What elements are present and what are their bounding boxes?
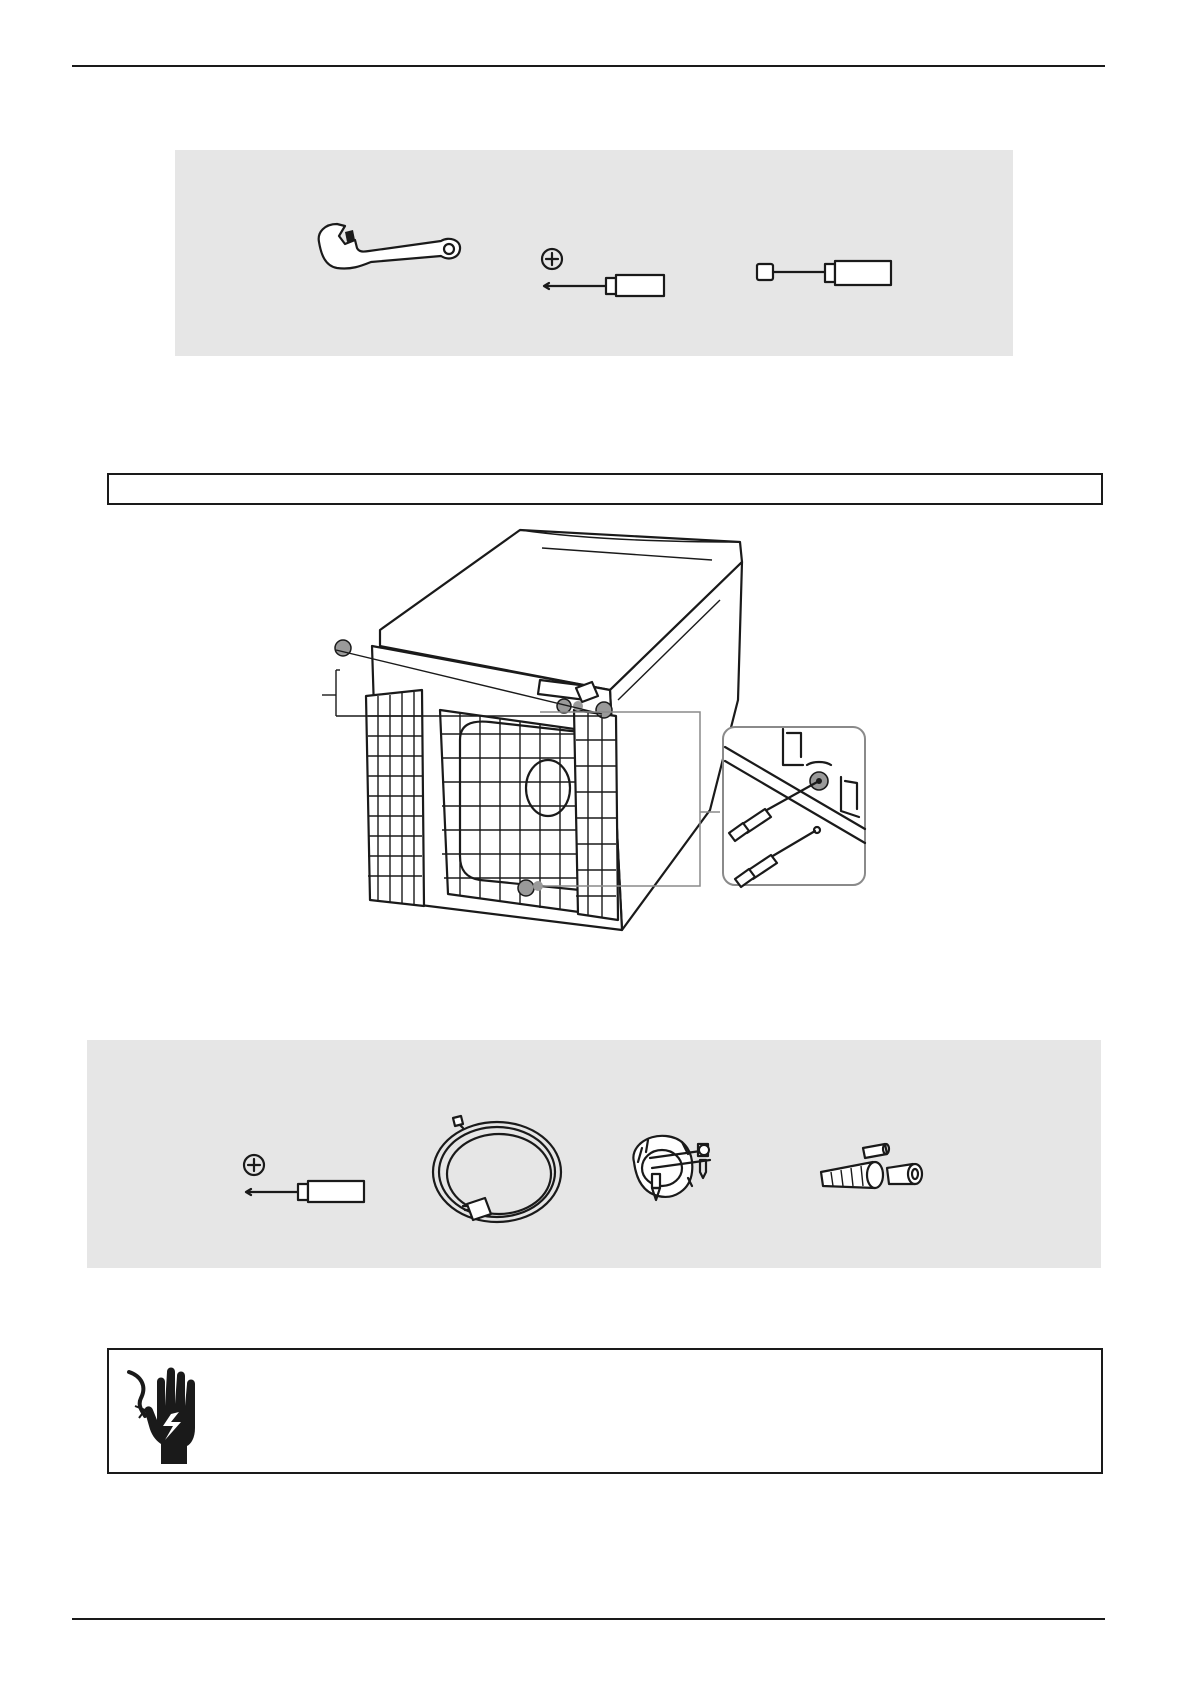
- screw-removal-detail-icon: [721, 725, 867, 887]
- footer-rule: [72, 1618, 1105, 1620]
- warning-box: [107, 1348, 1103, 1474]
- adjustable-wrench-icon: [315, 222, 465, 277]
- phillips-screwdriver-icon: [242, 1154, 382, 1206]
- socket-driver-icon: [755, 258, 905, 292]
- power-cord-icon: [427, 1110, 567, 1240]
- header-rule: [72, 65, 1105, 67]
- electrical-shock-hand-icon: [121, 1362, 205, 1466]
- caption-box: [107, 473, 1103, 505]
- strain-relief-icon: [622, 1128, 732, 1218]
- wire-nuts-icon: [817, 1140, 937, 1200]
- tools-panel-top: [175, 150, 1013, 356]
- tools-panel-bottom: [87, 1040, 1101, 1268]
- phillips-screwdriver-icon: [540, 248, 680, 300]
